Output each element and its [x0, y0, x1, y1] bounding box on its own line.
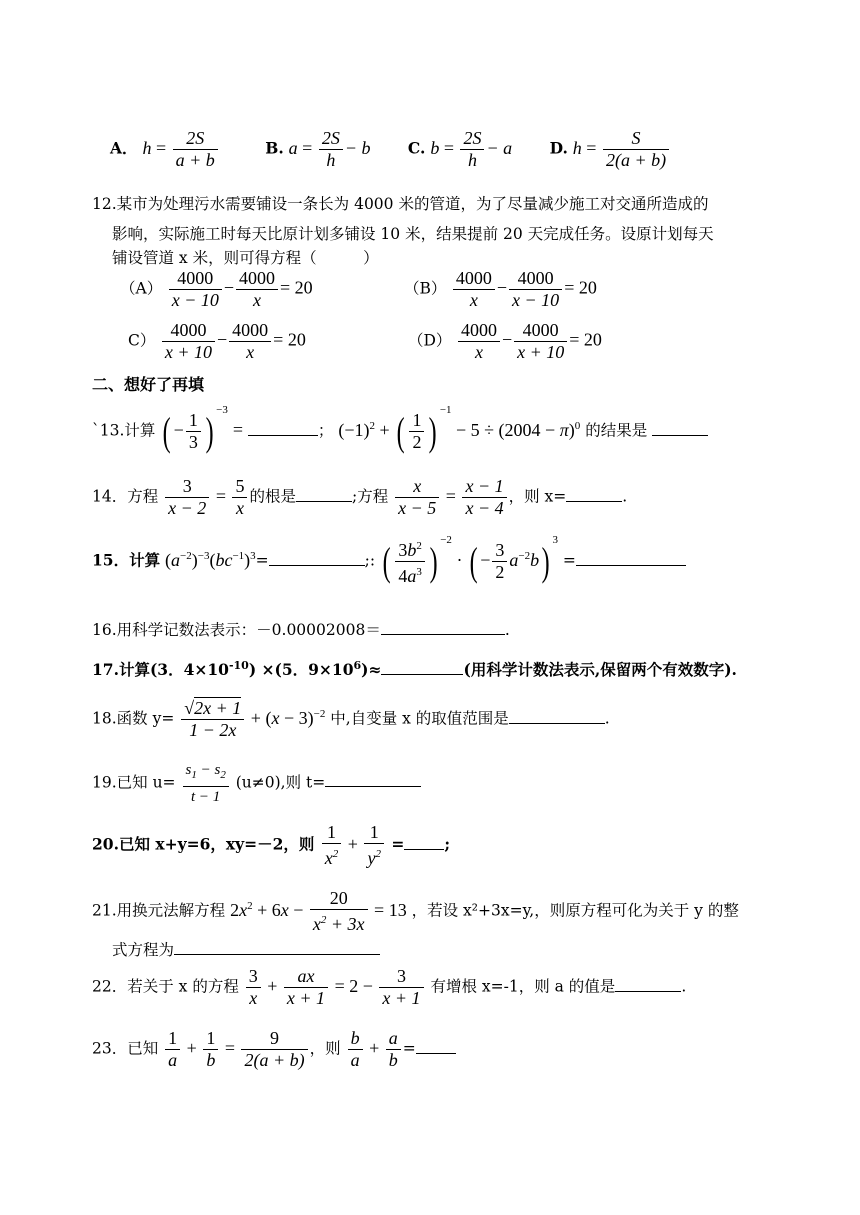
q11-option-b-label: B.: [265, 138, 284, 158]
q12-option-b: （B） $\frac{4000}{x}$ − $\frac{4000}{x - 10}$ = 20: [404, 268, 597, 310]
q16-blank[interactable]: [381, 618, 505, 635]
q12-line2: 影响，实际施工时每天比原计划多铺设 10 米，结果提前 20 天完成任务。设原计划每天: [112, 225, 714, 243]
q17: 17.计算(3．$4\times 10^{-10}) \times(5$．$9\times 10^6)\approx$ (用科学计数法表示,保留两个有效数字).: [92, 658, 737, 679]
q19: 19.已知 u= $\frac{s_1 - s_2}{t - 1}$ (u≠0),则 t=: [92, 760, 421, 808]
q21-blank[interactable]: [174, 938, 380, 955]
q15: 15．计算 $(a^{-2})^{-3}(bc^{-1})^3=$ ;: ( $\frac{3b^2}{4a^3}$ ) $^{-2}$ · ( − $\frac{3}{2}$ $a^{-2}b$) $^3$ =: [92, 536, 686, 587]
q11-option-a: h = $\frac{2S}{a + b}$: [142, 138, 224, 158]
q22: 22．若关于 x 的方程 $\frac{3}{x}$ + $\frac{ax}{x + 1}$ = 2 − $\frac{3}{x + 1}$ 有增根 x=-1，则 a 的值是 .: [92, 966, 687, 1008]
q12-line3: 铺设管道 x 米，则可得方程（ ）: [112, 249, 379, 267]
q14: 14．方程 $\frac{3}{x - 2}$ = $\frac{5}{x}$ 的根是 ;方程 $\frac{x}{x - 5}$ = $\frac{x - 1}{x - 4}$ ，则 x= .: [92, 476, 628, 518]
q14-blank-1[interactable]: [296, 485, 352, 502]
q11-option-a-label: A．: [110, 138, 138, 158]
q20: 20.已知 x+y=6，xy=－2，则 $\frac{1}{x^2}$ + $\frac{1}{y^2}$ = ;: [92, 822, 451, 868]
q11-option-d-label: D.: [549, 138, 568, 158]
q16: 16.用科学记数法表示：－0.00002008＝ .: [92, 618, 510, 640]
q15-blank-1[interactable]: [269, 549, 365, 566]
q14-blank-2[interactable]: [566, 485, 622, 502]
q13-blank-2[interactable]: [652, 419, 708, 436]
q17-blank[interactable]: [381, 658, 463, 675]
q22-blank[interactable]: [615, 975, 681, 992]
q11-options: [110, 128, 671, 171]
q21: 21.用换元法解方程 $2x^2 + 6x$ − $\frac{20}{x^2 + 3x}$ = 13 ，若设 x²+3x=y,，则原方程可化为关于 y 的整: [92, 888, 739, 934]
q12-option-a: （A） $\frac{4000}{x - 10}$ − $\frac{4000}{x}$ = 20: [120, 268, 313, 310]
q20-blank[interactable]: [404, 833, 444, 850]
q12-line1: 12.某市为处理污水需要铺设一条长为 4000 米的管道，为了尽量减少施工对交通所造成的: [92, 195, 709, 213]
section-heading: 二、想好了再填: [92, 375, 205, 394]
q12-option-d: （D） $\frac{4000}{x}$ − $\frac{4000}{x + 10}$ = 20: [408, 320, 602, 362]
q12-option-c: C） $\frac{4000}{x + 10}$ − $\frac{4000}{x}$ = 20: [128, 320, 306, 362]
q23: 23．已知 $\frac{1}{a}$ + $\frac{1}{b}$ = $\frac{9}{2(a + b)}$ ，则 $\frac{b}{a}$ + $\frac{a}{b}$ =: [92, 1028, 456, 1071]
q11-option-b: a = $\frac{2S}{h}$ − b: [288, 128, 371, 170]
q11-option-d: h = $\frac{S}{2(a + b)}$: [573, 138, 671, 158]
q18-blank[interactable]: [509, 707, 605, 724]
q23-blank[interactable]: [416, 1037, 456, 1054]
q11-option-c: b = $\frac{2S}{h}$ − a: [430, 128, 513, 170]
q21-line2: 式方程为: [112, 938, 380, 960]
q13-blank-1[interactable]: [248, 419, 318, 436]
q15-blank-2[interactable]: [576, 549, 686, 566]
q18: 18.函数 y= $\frac{√2x + 1}{1 - 2x}$ + $(x - 3)^{-2}$ 中,自变量 x 的取值范围是 .: [92, 698, 610, 740]
q11-option-c-label: C.: [407, 138, 426, 158]
q19-blank[interactable]: [325, 770, 421, 787]
q13: `13.计算 ( − $\frac{1}{3}$ ) $^{-3}$ = ； $(-1)^2$ + ( $\frac{1}{2}$ ) $^{-1} - 5 \div (2004 - \pi)^0$ 的结果是: [92, 410, 708, 453]
